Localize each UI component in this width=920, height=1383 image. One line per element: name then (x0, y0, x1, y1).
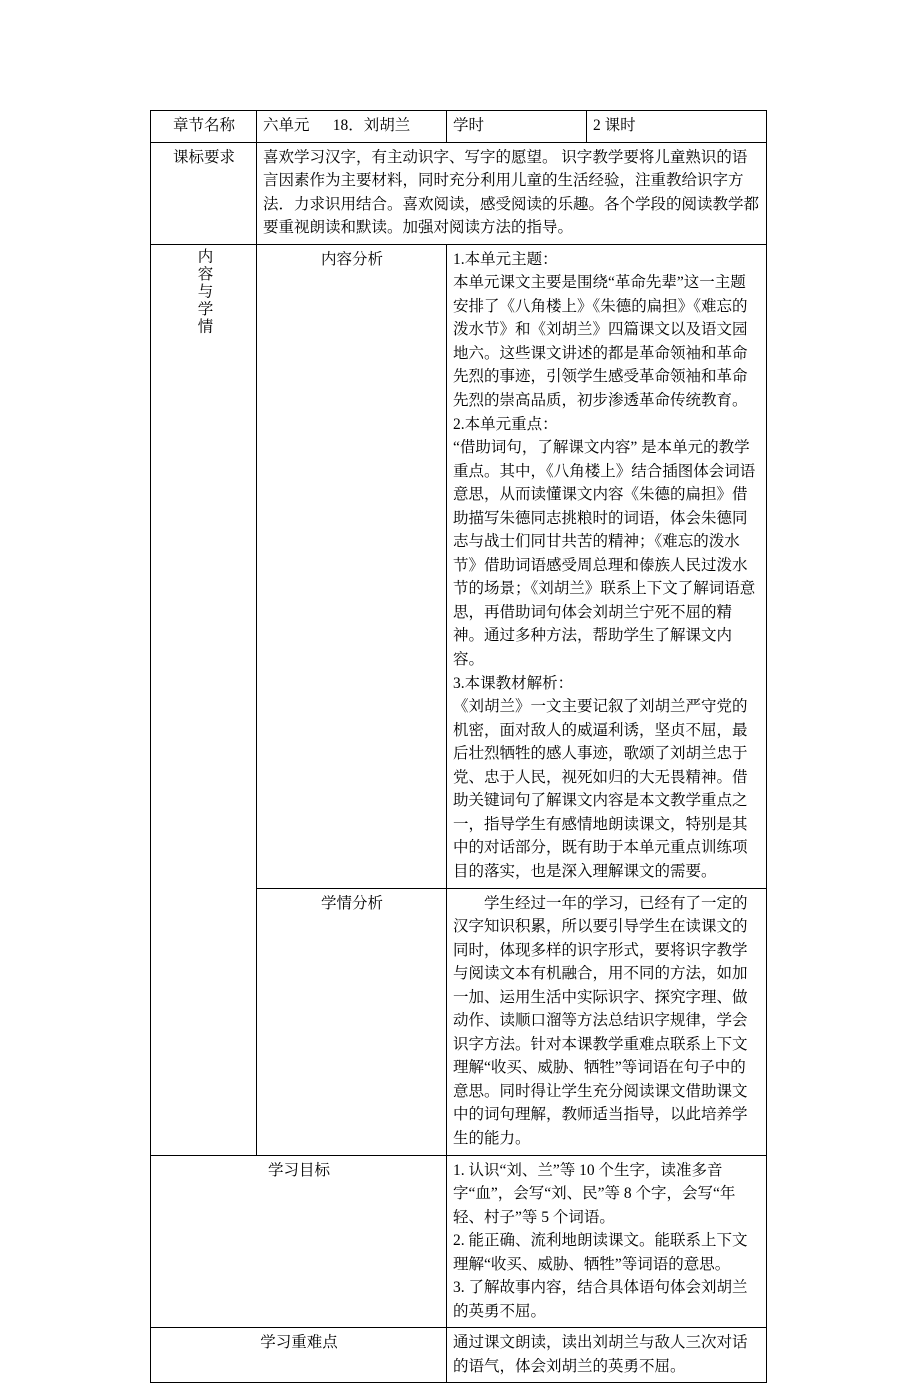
unit-value: 六单元 (263, 117, 310, 134)
content-analysis-text (447, 244, 767, 888)
content-analysis-p-1: 本单元课文主要是围绕“革命先辈”这一主题安排了《八角楼上》《朱德的扁担》《难忘的泼水节》和《刘胡兰》四篇课文以及语文园地六。这些课文讲述的都是革命领袖和革命先烈的事迹，引领学生感受革命领袖和革命先烈的崇高品质，初步渗透革命传统教育。 (453, 274, 748, 410)
learning-goals-label: 学习目标 (151, 1155, 447, 1328)
content-analysis-p-0: 1.本单元主题： (453, 250, 558, 268)
content-analysis-p-3: “借助词句，了解课文内容” 是本单元的教学重点。其中，《八角楼上》结合插图体会词语意思，从而读懂课文内容《朱德的扁担》借助描写朱德同志挑粮时的词语，体会朱德同志与战士们同甘共苦的精神；《难忘的泼水节》借助词语感受周总理和傣族人民过泼水节的场景；《刘胡兰》联系上下文了解词语意思，再借助词句体会刘胡兰宁死不屈的精神。通过多种方法，帮助学生了解课文内容。 (453, 439, 756, 669)
lesson-value: 18．刘胡兰 (332, 117, 411, 134)
lesson-plan-table (150, 110, 767, 1383)
learner-analysis-label: 学情分析 (257, 888, 447, 1155)
table-row-content-analysis (151, 244, 767, 888)
key-difficulties-label: 学习重难点 (151, 1328, 447, 1383)
chapter-name-label: 章节名称 (151, 111, 257, 143)
content-and-learner-side-label: 内容与学情 (151, 244, 257, 1155)
content-analysis-p-5: 《刘胡兰》一文主要记叙了刘胡兰严守党的机密，面对敌人的威逼利诱，坚贞不屈，最后壮烈牺牲的感人事迹，歌颂了刘胡兰忠于党、忠于人民，视死如归的大无畏精神。借助关键词句了解课文内容是本文教学重点之一，指导学生有感情地朗读课文，特别是其中的对话部分，既有助于本单元重点训练项目的落实，也是深入理解课文的需要。 (453, 698, 748, 880)
key-difficulties-text: 通过课文朗读，读出刘胡兰与敌人三次对话的语气，体会刘胡兰的英勇不屈。 (447, 1328, 767, 1383)
period-value-cell: 2 课时 (587, 111, 767, 143)
chapter-unit-cell (257, 111, 447, 143)
learning-goal-item-2: 3. 了解故事内容，结合具体语句体会刘胡兰的英勇不屈。 (453, 1279, 748, 1320)
table-row-standard (151, 142, 767, 244)
table-row-key-difficulties (151, 1328, 767, 1383)
period-label-cell: 学时 (447, 111, 587, 143)
learning-goal-item-1: 2. 能正确、流利地朗读课文。能联系上下文理解“收买、威胁、牺牲”等词语的意思。 (453, 1232, 748, 1273)
content-analysis-p-2: 2.本单元重点： (453, 415, 558, 433)
content-analysis-p-4: 3.本课教材解析： (453, 674, 574, 692)
table-row-header (151, 111, 767, 143)
standard-requirement-text: 喜欢学习汉字，有主动识字、写字的愿望。 识字教学要将儿童熟识的语言因素作为主要材料，同时充分利用儿童的生活经验，注重教给识字方法．力求识用结合。喜欢阅读，感受阅读的乐趣。各个学段的阅读教学都要重视朗读和默读。加强对阅读方法的指导。 (257, 142, 767, 244)
learning-goal-item-0: 1. 认识“刘、兰”等 10 个生字，读准多音字“血”，会写“刘、民”等 8 个字，会写“年轻、村子”等 5 个词语。 (453, 1161, 736, 1226)
standard-requirement-label: 课标要求 (151, 142, 257, 244)
learner-analysis-text: 学生经过一年的学习，已经有了一定的汉字知识积累，所以要引导学生在读课文的同时，体现多样的识字形式，要将识字教学与阅读文本有机融合，用不同的方法，如加一加、运用生活中实际识字、探究字理、做动作、读顺口溜等方法总结识字规律，学会识字方法。针对本课教学重难点联系上下文理解“收买、威胁、牺牲”等词语在句子中的意思。同时得让学生充分阅读课文借助课文中的词句理解，教师适当指导，以此培养学生的能力。 (447, 888, 767, 1155)
content-analysis-label: 内容分析 (257, 244, 447, 888)
